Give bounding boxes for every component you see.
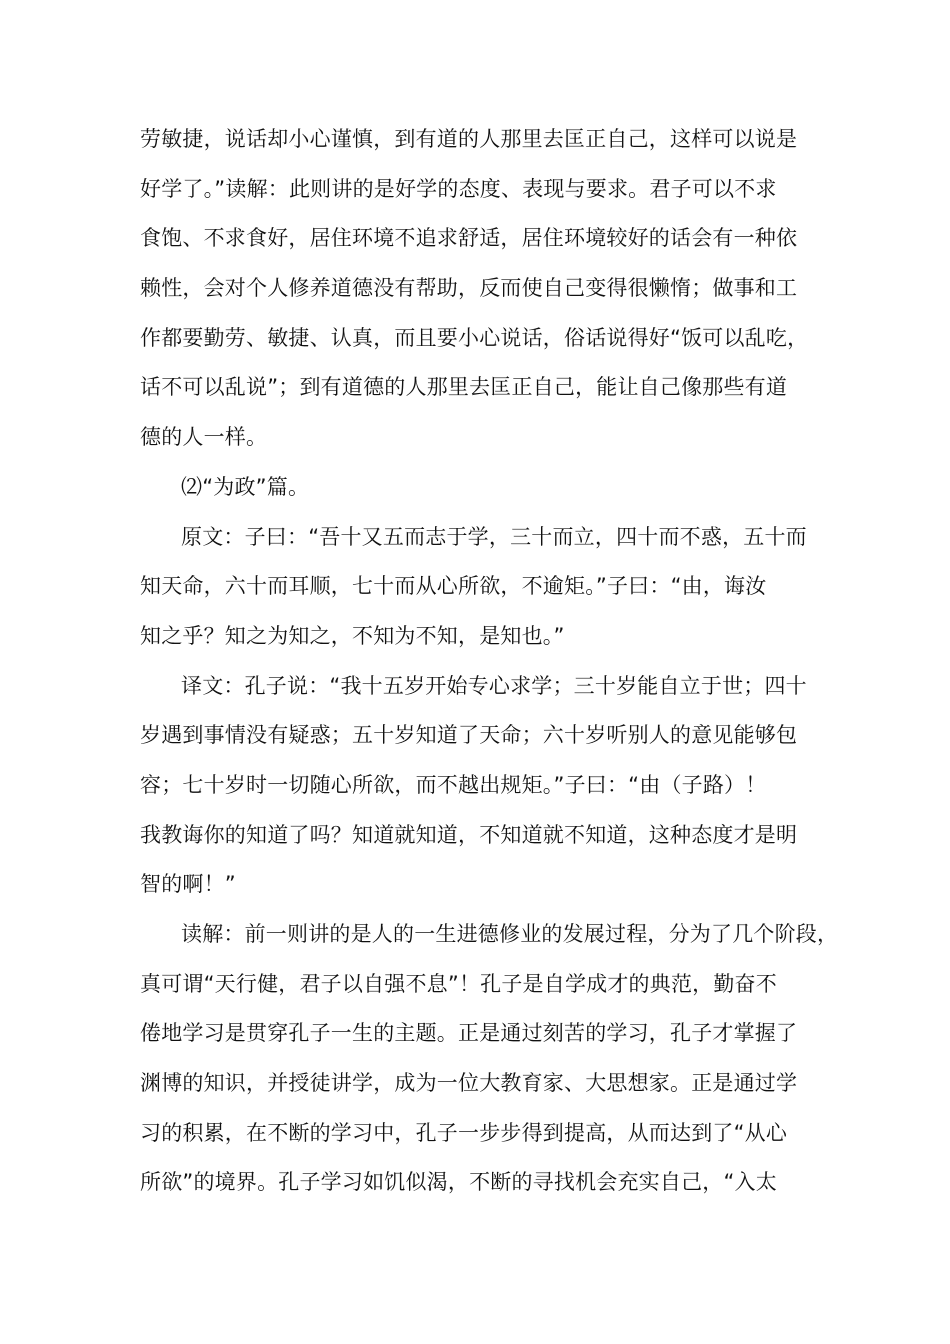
- text-line: 原文：子曰：“吾十又五而志于学，三十而立，四十而不惑，五十而: [181, 524, 807, 549]
- text-line: 赖性，会对个人修养道德没有帮助，反而使自己变得很懒惰；做事和工: [140, 276, 798, 301]
- text-line: 倦地学习是贯穿孔子一生的主题。正是通过刻苦的学习，孔子才掌握了: [140, 1021, 798, 1046]
- text-line: 习的积累，在不断的学习中，孔子一步步得到提高，从而达到了“从心: [140, 1120, 788, 1145]
- text-line: 德的人一样。: [140, 425, 268, 450]
- text-line: 我教诲你的知道了吗？知道就知道，不知道就不知道，这种态度才是明: [140, 822, 798, 847]
- text-line: 所欲”的境界。孔子学习如饥似渴，不断的寻找机会充实自己，“入太: [140, 1170, 777, 1195]
- text-line: 劳敏捷，说话却小心谨慎，到有道的人那里去匡正自己，这样可以说是: [140, 127, 798, 151]
- text-line: 渊博的知识，并授徒讲学，成为一位大教育家、大思想家。正是通过学: [140, 1071, 798, 1096]
- text-line: 知天命，六十而耳顺，七十而从心所欲，不逾矩。”子曰：“由，诲汝: [140, 574, 767, 599]
- text-line: 好学了。”读解：此则讲的是好学的态度、表现与要求。君子可以不求: [140, 176, 777, 201]
- text-line: 岁遇到事情没有疑惑；五十岁知道了天命；六十岁听别人的意见能够包: [140, 723, 798, 748]
- text-line: 容；七十岁时一切随心所欲，而不越出规矩。”子曰：“由（子路）！: [140, 772, 767, 797]
- text-line: 读解：前一则讲的是人的一生进德修业的发展过程，分为了几个阶段，: [181, 922, 839, 946]
- text-line: 真可谓“天行健，君子以自强不息”！孔子是自学成才的典范，勤奋不: [140, 971, 777, 996]
- text-line: 译文：孔子说：“我十五岁开始专心求学；三十岁能自立于世；四十: [181, 673, 807, 698]
- text-line: 食饱、不求食好，居住环境不追求舒适，居住环境较好的话会有一种依: [140, 226, 798, 251]
- text-line: 作都要勤劳、敏捷、认真，而且要小心说话，俗话说得好“饭可以乱吃，: [140, 325, 809, 350]
- text-line: 智的啊！”: [140, 872, 236, 897]
- section-heading: ⑵“为政”篇。: [181, 474, 310, 499]
- text-line: 话不可以乱说”；到有道德的人那里去匡正自己，能让自己像那些有道: [140, 375, 788, 400]
- text-line: 知之乎？知之为知之，不知为不知，是知也。”: [140, 623, 565, 648]
- body-text: [140, 115, 840, 1208]
